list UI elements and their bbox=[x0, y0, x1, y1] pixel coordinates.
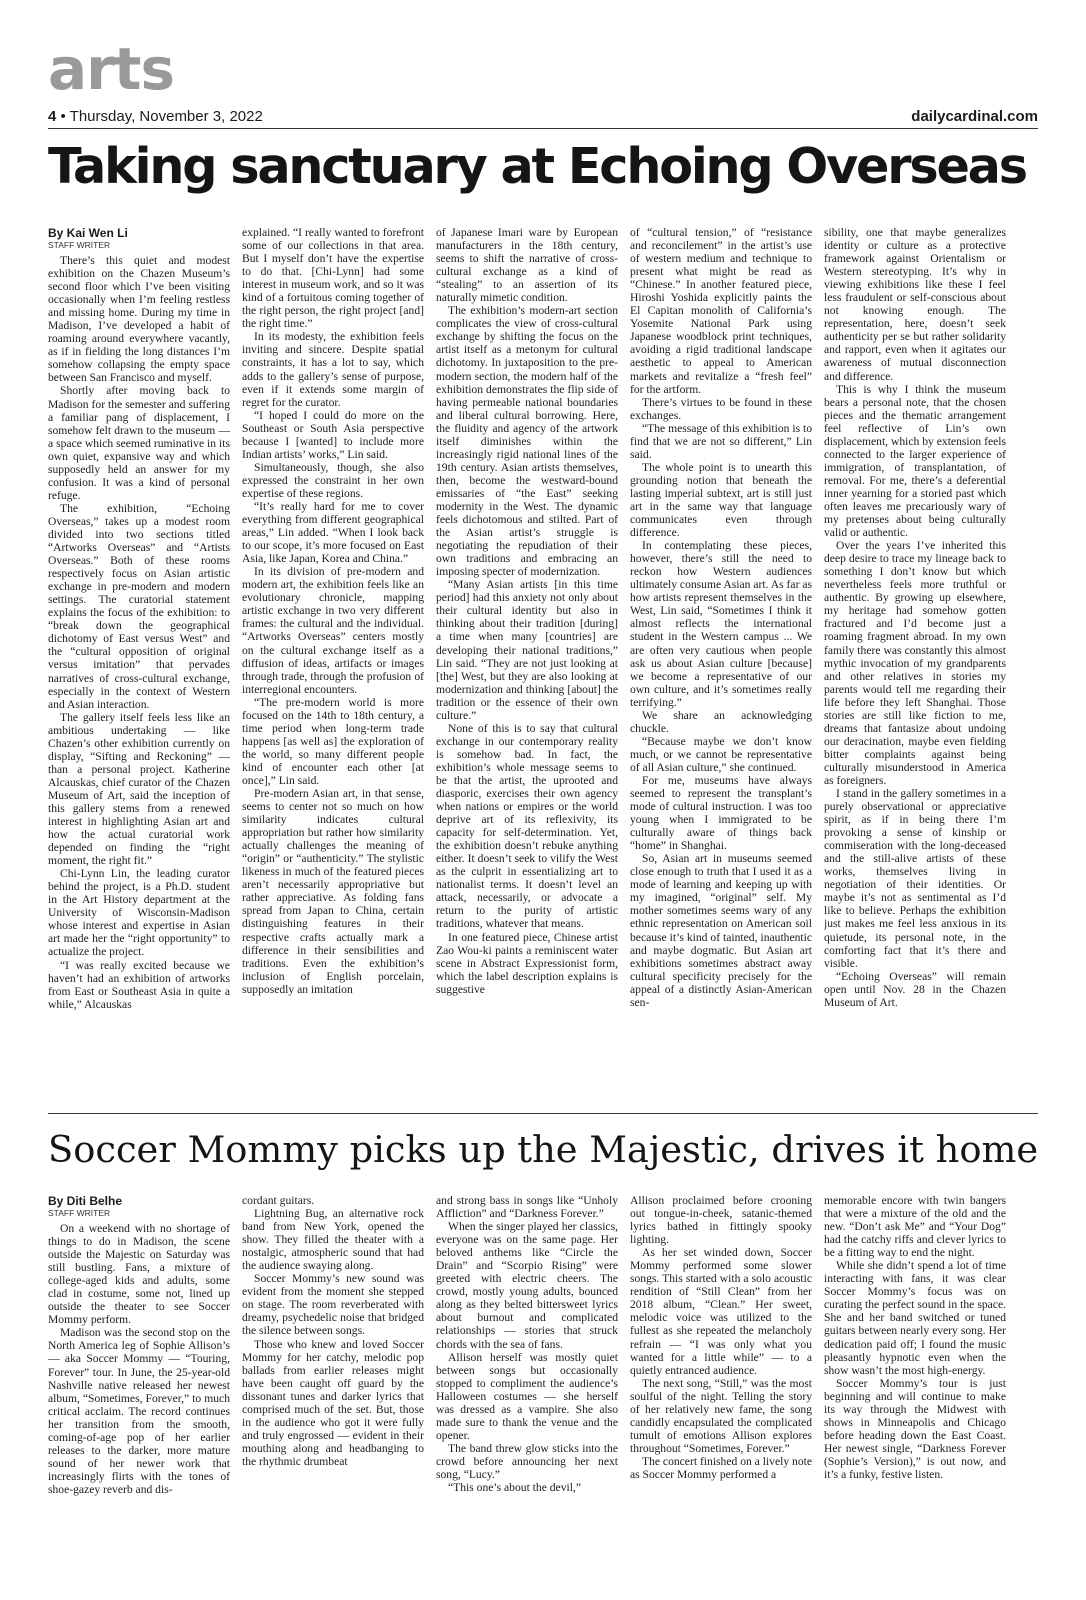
paragraph: None of this is to say that cultural exchange in our contemporary reality is somehow bad. In fact, the exhibition’s whole message seems to be that the artist, the uprooted and diasporic, exercises their own agency when nations or empires or the world deprive art of its reflexivity, its capacity for self-determination. Yet, the exhibition doesn’t rebuke anything either. It doesn’t seek to vilify the West as the culprit in essentializing art to nationalist terms. It doesn’t level an attack, necessarily, or advocate a return to the purity of artistic traditions, whatever that means. bbox=[436, 721, 618, 931]
paragraph: “I was really excited because we haven’t had an exhibition of artworks from East or Southeast Asia in quite a while,” Alcauskas bbox=[48, 958, 230, 1011]
article-divider-rule bbox=[48, 1113, 1038, 1114]
paragraph: The next song, “Still,” was the most soulful of the night. Telling the story of her relatively new fame, the song candidly encapsulated the complicated tumult of emotions Allison explores throughout “Sometimes, Forever.” bbox=[630, 1376, 812, 1455]
issue-date: Thursday, November 3, 2022 bbox=[69, 108, 263, 125]
article2-author-role: STAFF WRITER bbox=[48, 1208, 111, 1218]
paragraph: As her set winded down, Soccer Mommy performed some slower songs. This started with a solo acoustic rendition of “Still Clean” from her 2018 album, “Clean.” Her sweet, melodic voice was utilized to the fullest as she repeated the melancholy refrain — “I was only what you wanted for a little while” — to a quietly entranced audience. bbox=[630, 1246, 812, 1377]
article2-column-4 bbox=[630, 1194, 812, 1586]
paragraph: There’s this quiet and modest exhibition on the Chazen Museum’s second floor which I’ve been visiting occasionally when I’m feeling restless and missing home. During my time in Madison, I’ve developed a habit of roaming around everywhere vacantly, as if in fielding the long distances I’m somehow collapsing the empty space between San Francisco and myself. bbox=[48, 254, 230, 385]
article2-column-3-body bbox=[436, 1194, 618, 1494]
paragraph: In its modesty, the exhibition feels inviting and sincere. Despite spatial constraints, it has a lot to say, which adds to the gallery’s sense of purpose, even if it extends some margin of regret for the curator. bbox=[242, 330, 424, 409]
article2-column-2 bbox=[242, 1194, 424, 1586]
paragraph: For me, museums have always seemed to represent the transplant’s mode of cultural instruction. I was too young when I immigrated to be culturally aware of things back “home” in Shanghai. bbox=[630, 773, 812, 853]
article2-column-5 bbox=[824, 1194, 1006, 1586]
paragraph: Soccer Mommy’s tour is just beginning and will continue to make its way through the Midwest with shows in Minneapolis and Chicago before heading down the East Coast. Her newest single, “Darkness Forever (Sophie’s Version),” is out now, and it’s a funky, festive listen. bbox=[824, 1376, 1006, 1481]
article2-column-3 bbox=[436, 1194, 618, 1586]
paragraph: Soccer Mommy’s new sound was evident from the moment she stepped on stage. The room reverberated with dreamy, psychedelic noise that bridged the silence between songs. bbox=[242, 1272, 424, 1338]
article2-byline: By Diti Belhe bbox=[48, 1194, 123, 1208]
paragraph: of “cultural tension,” of “resistance and reconcilement” in the artist’s use of western medium and technique to present what might be read as “Chinese.” In another featured piece, Hiroshi Yoshida explicitly paints the El Capitan monolith of California’s Yosemite National Park using Japanese woodblock print techniques, avoiding a rigid traditional landscape aesthetic to appeal to American markets and revitalize a “fresh feel” for the artform. bbox=[630, 226, 812, 396]
article1-column-5-body bbox=[824, 226, 1006, 1009]
article1-column-3-body bbox=[436, 226, 618, 996]
header-rule bbox=[48, 128, 1038, 129]
paragraph: This is why I think the museum bears a personal note, that the chosen pieces and the thematic arrangement feel reflective of Lin’s own displacement, which by extension feels connected to the larger experience of immigration, of transplantation, of removal. For me, there’s a deferential inner yearning for a storied past which often leaves me precariously wary of my pretenses about being culturally valid or authentic. bbox=[824, 382, 1006, 540]
paragraph: “I hoped I could do more on the Southeast or South Asia perspective because I [wanted] to include more Indian artists’ works,” Lin said. bbox=[242, 408, 424, 461]
article1-column-2 bbox=[242, 226, 424, 1104]
article1-headline: Taking sanctuary at Echoing Overseas bbox=[48, 137, 1026, 195]
article1-column-2-body bbox=[242, 226, 424, 996]
paragraph: Allison herself was mostly quiet between songs but occasionally stopped to compliment the audience’s Halloween costumes — she herself was dressed as a vampire. She also made sure to thank the venue and the opener. bbox=[436, 1350, 618, 1442]
article1-column-4-body bbox=[630, 226, 812, 1009]
article1-column-4 bbox=[630, 226, 812, 1104]
article2-column-2-body bbox=[242, 1194, 424, 1468]
section-title: arts bbox=[48, 35, 174, 103]
paragraph: “It’s really hard for me to cover everything from different geographical areas,” Lin added. “When I look back to our scope, it’s more focused on East Asia, like Japan, Korea and China.” bbox=[242, 499, 424, 566]
site-url: dailycardinal.com bbox=[911, 108, 1038, 125]
paragraph: There’s virtues to be found in these exchanges. bbox=[630, 395, 812, 422]
paragraph: Chi-Lynn Lin, the leading curator behind the project, is a Ph.D. student in the Art History department at the University of Wisconsin-Madison whose interest and expertise in Asian art made her the “right opportunity” to actualize the project. bbox=[48, 867, 230, 959]
paragraph: sibility, one that maybe generalizes identity or culture as a protective framework against Orientalism or Western stereotyping. It’s why in viewing exhibitions like these I feel less fraudulent or self-conscious about not knowing enough. The representation, here, doesn’t seek authenticity per se but rather solidarity and rapport, even when it agitates our awareness of mutual disconnection and difference. bbox=[824, 226, 1006, 383]
paragraph: The band threw glow sticks into the crowd before announcing her next song, “Lucy.” bbox=[436, 1441, 618, 1481]
paragraph: The whole point is to unearth this grounding notion that beneath the lasting imperial subtext, art is still just art in the same way that language communicates even through difference. bbox=[630, 460, 812, 540]
paragraph: Over the years I’ve inherited this deep desire to trace my lineage back to something I don’t know but which nevertheless feels more truthful or authentic. By growing up elsewhere, my heritage had somehow gotten fractured and I’d become just a roaming fragment abroad. In my own family there was constantly this almost mythic invocation of my grandparents and other relatives in stories my parents would tell me regarding their life before they left Shanghai. Those stories are still like fiction to me, dreams that fantasize about undoing our deracination, maybe even fielding bitter complaints against being culturally misunderstood in America as foreigners. bbox=[824, 539, 1006, 787]
paragraph: While she didn’t spend a lot of time interacting with fans, it was clear Soccer Mommy’s focus was on curating the perfect sound in the space. She and her band switched or tuned guitars between nearly every song. Her dedication paid off; I found the music pleasantly hypnotic even when the show wasn’t the most high-energy. bbox=[824, 1259, 1006, 1377]
article1-column-1 bbox=[48, 226, 230, 1104]
paragraph: So, Asian art in museums seemed close enough to truth that I used it as a mode of learning and keeping up with my imagined, “original” self. My mother sometimes seems wary of any ethnic representation on American soil because it’s kind of tainted, inauthentic and maybe dogmatic. But Asian art exhibitions sometimes abstract away cultural specificity precisely for the appeal of a distinctly Asian-American sen- bbox=[630, 852, 812, 1009]
article2-headline: Soccer Mommy picks up the Majestic, drives it home bbox=[48, 1128, 1039, 1171]
paragraph: cordant guitars. bbox=[242, 1194, 315, 1207]
article2-column-1 bbox=[48, 1194, 230, 1586]
paragraph: “Many Asian artists [in this time period] had this anxiety not only about their cultural identity but also in thinking about their tradition [during] a time when many [countries] are developing their national traditions,” Lin said. “They are not just looking at [the] West, but they are also looking at modernization and thinking [about] the tradition or the essence of their own culture.” bbox=[436, 578, 618, 722]
paragraph: Shortly after moving back to Madison for the semester and suffering a familiar pang of displacement, I somehow felt drawn to the museum — a space which seemed ruminative in its own quiet, expansive way and which supposedly held an answer for my confusion. It was a kind of personal refuge. bbox=[48, 384, 230, 502]
paragraph: We share an acknowledging chuckle. bbox=[630, 708, 812, 735]
paragraph: The exhibition, “Echoing Overseas,” takes up a modest room divided into two sections titled “Artworks Overseas” and “Artists Overseas.” Both of these rooms respectively focus on Asian artistic exchange in pre-modern and modern settings. The curatorial statement explains the focus of the exhibition: to “break down the geographical dichotomy of East versus West” and the “cultural opposition of original versus imitation” that pervades narratives of cross-cultural exchange, especially in the context of Western and Asian interaction. bbox=[48, 501, 230, 711]
paragraph: “Because maybe we don’t know much, or we cannot be representative of all Asian culture,” she continued. bbox=[630, 734, 812, 774]
page-folio bbox=[48, 108, 263, 125]
paragraph: The gallery itself feels less like an ambitious undertaking — like Chazen’s other exhibition currently on display, “Sifting and Reckoning” — than a personal project. Katherine Alcauskas, chief curator of the Chazen Museum of Art, said the inception of this gallery stems from a renewed interest in highlighting Asian art and how the actual curatorial work depended on finding the “right moment, the right fit.” bbox=[48, 710, 230, 868]
paragraph: Pre-modern Asian art, in that sense, seems to center not so much on how similarity indicates cultural appropriation but rather how similarity actually challenges the meaning of “origin” or “authenticity.” The stylistic likeness in much of the featured pieces aren’t necessarily appropriative but rather appreciative. As folding fans spread from Japan to China, certain distinguishing features in their respective crafts actually mark a difference in their sensibilities and traditions. Even the exhibition’s inclusion of English porcelain, supposedly an imitation bbox=[242, 787, 424, 996]
paragraph: of Japanese Imari ware by European manufacturers in the 18th century, seems to shift the narrative of cross-cultural exchange as a kind of “stealing” to an assertion of its naturally mimetic condition. bbox=[436, 226, 618, 305]
folio-separator: • bbox=[60, 108, 70, 125]
paragraph: In contemplating these pieces, however, there’s still the need to reckon how Western audiences ultimately consume Asian art. As far as how artists represent themselves in the West, Lin said, “Sometimes I think it almost reflects the international student in the Western campus ... We are often very cautious when people ask us about Asian culture [because] we become a representative of our own culture, and it’s sometimes really terrifying.” bbox=[630, 539, 812, 709]
paragraph: In one featured piece, Chinese artist Zao Wou-ki paints a reminiscent water scene in Abstract Expressionist form, which the label description explains is suggestive bbox=[436, 930, 618, 996]
article1-column-3 bbox=[436, 226, 618, 1104]
paragraph: explained. “I really wanted to forefront some of our collections in that area. But I myself don’t have the expertise to do that. [Chi-Lynn] had some interest in museum work, and so it was kind of a fortuitous coming together of the right person, the right project [and] the right time.” bbox=[242, 226, 424, 331]
paragraph: Those who knew and loved Soccer Mommy for her catchy, melodic pop ballads from earlier releases might have been caught off guard by the dissonant tunes and darker lyrics that comprised much of the set. But, those in the audience who got it were fully and truly engrossed — evident in their mouthing along and headbanging to the rhythmic drumbeat bbox=[242, 1337, 424, 1468]
paragraph: Madison was the second stop on the North America leg of Sophie Allison’s — aka Soccer Mommy — “Touring, Forever” tour. In June, the 25-year-old Nashville native released her newest album, “Sometimes, Forever,” to much critical acclaim. The record continues her transition from the smooth, coming-of-age pop of her earlier releases to the darker, more mature sound of her newer work that increasingly flirts with the tones of shoe-gazey reverb and dis- bbox=[48, 1326, 230, 1496]
paragraph: The exhibition’s modern-art section complicates the view of cross-cultural exchange by shifting the focus on the artist itself as a metonym for cultural dichotomy. In juxtaposition to the pre-modern section, the modern half of the exhibition demonstrates the flip side of having permeable national boundaries and liberal cultural borrowing. Here, the fluidity and agency of the artwork itself diminishes within the increasingly rigid national lines of the 19th century. Asian artists themselves, then, become the westward-bound emissaries of “the East” seeking modernity in the West. The dynamic feels dichotomous and stilted. Part of the Asian artist’s struggle is negotiating the repudiation of their own traditions and embracing an imposing specter of modernization. bbox=[436, 304, 618, 579]
article2-column-1-body bbox=[48, 1222, 230, 1496]
article1-byline: By Kai Wen Li bbox=[48, 226, 128, 240]
paragraph: “The message of this exhibition is to find that we are not so different,” Lin said. bbox=[630, 421, 812, 461]
page-number: 4 bbox=[48, 108, 57, 125]
paragraph: memorable encore with twin bangers that were a mixture of the old and the new. “Don’t ask Me” and “Your Dog” had the catchy riffs and clever lyrics to be a fitting way to end the night. bbox=[824, 1194, 1006, 1260]
paragraph: I stand in the gallery sometimes in a purely observational or appreciative spirit, as if in being there I’m provoking a sense of kinship or commiseration with the long-deceased and the still-alive artists of these works, themselves living in negotiation of their identities. Or maybe it’s not as sentimental as I’d like to believe. Perhaps the exhibition just makes me feel less anxious in its quietude, its personal note, in the comforting fact that it’s there and visible. bbox=[824, 787, 1006, 970]
paragraph: and strong bass in songs like “Unholy Affliction” and “Darkness Forever.” bbox=[436, 1194, 618, 1221]
paragraph: Allison proclaimed before crooning out tongue-in-cheek, satanic-themed lyrics bathed in fittingly spooky lighting. bbox=[630, 1194, 812, 1247]
paragraph: “This one’s about the devil,” bbox=[448, 1481, 581, 1495]
paragraph: In its division of pre-modern and modern art, the exhibition feels like an evolutionary chronicle, mapping artistic exchange in two very different frames: the cultural and the individual. “Artworks Overseas” centers mostly on the cultural exchange itself as a diffusion of ideas, artifacts or images through trade, through the profusion of interregional encounters. bbox=[242, 565, 424, 696]
article1-column-1-body bbox=[48, 254, 230, 1011]
paragraph: The concert finished on a lively note as Soccer Mommy performed a bbox=[630, 1454, 812, 1481]
article1-column-5 bbox=[824, 226, 1006, 1104]
article2-column-5-body bbox=[824, 1194, 1006, 1481]
paragraph: Lightning Bug, an alternative rock band from New York, opened the show. They filled the theater with a nostalgic, atmospheric sound that had the audience swaying along. bbox=[242, 1207, 424, 1273]
paragraph: “Echoing Overseas” will remain open until Nov. 28 in the Chazen Museum of Art. bbox=[824, 969, 1006, 1009]
paragraph: Simultaneously, though, she also expressed the constraint in her own expertise of these regions. bbox=[242, 460, 424, 500]
paragraph: “The pre-modern world is more focused on the 14th to 18th century, a time period when long-term trade happens [as well as] the exploration of the world, so many different people kind of encounter each other [at once],” Lin said. bbox=[242, 695, 424, 787]
article1-author-role: STAFF WRITER bbox=[48, 240, 111, 250]
article2-column-4-body bbox=[630, 1194, 812, 1481]
paragraph: On a weekend with no shortage of things to do in Madison, the scene outside the Majestic on Saturday was still bustling. Fans, a mixture of college-aged kids and adults, some clad in costume, some not, lined up outside the theater to see Soccer Mommy perform. bbox=[48, 1222, 230, 1327]
paragraph: When the singer played her classics, everyone was on the same page. Her beloved anthems like “Circle the Drain” and “Scorpio Rising” were greeted with electric cheers. The crowd, mostly young adults, bounced along as they belted bittersweet lyrics about burnout and complicated relationships — stories that struck chords with the sea of fans. bbox=[436, 1220, 618, 1351]
